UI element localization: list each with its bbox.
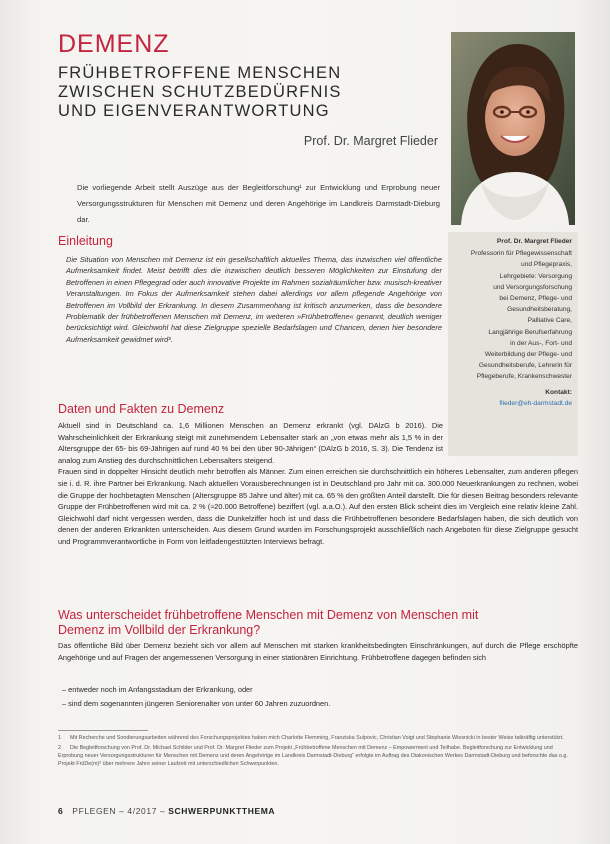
list-item: – entweder noch im Anfangsstadium der Erkrankung, oder	[62, 683, 562, 697]
bio-line: Weiterbildung der Pflege- und	[484, 351, 572, 359]
bio-contact-label: Kontakt:	[545, 388, 572, 396]
section-text-unterschied: Das öffentliche Bild über Demenz bezieht sich vor allem auf Menschen mit starken krankheitsbedingten Einschränkungen, auf durch die Pflege erschöpfte Angehörige und auf Fragen der angemessenen Versorgung in einer stationären Einrichtung. Frühbetroffene dagegen befinden sich	[58, 641, 578, 662]
footnote-number: 2	[58, 745, 61, 751]
article-headline	[58, 64, 443, 121]
bio-line: und Pflegepraxis,	[521, 261, 572, 269]
unterschied-list	[62, 683, 562, 711]
footnote-divider	[58, 730, 148, 731]
bio-line: Pflegeberufe, Krankenschwester	[476, 373, 572, 381]
bio-line: Palliative Care,	[527, 317, 572, 325]
bio-line: Gesundheitsberatung,	[507, 306, 572, 314]
list-item: – sind dem sogenannten jüngeren Seniorenalter von unter 60 Jahren zuzuordnen.	[62, 697, 562, 711]
bio-line: und Versorgungsforschung	[493, 283, 572, 291]
daten-text-wide: Frauen sind in doppelter Hinsicht deutlich mehr betroffen als Männer. Zum einen erreichen sie durchschnittlich ein höheres Lebensalter, zum anderen pflegen sie i. d. R. ihre Partner bei Erkrankung. Nach aktuellen Vorausberechnungen ist in Deutschland pro Jahr mit ca. 300.000 Neuerkrankungen zu rechnen, wobei die Gruppe der hochbetagten Menschen (Altersgruppe 85 Jahre und älter) mit ca. 65 % den größten Anteil darstellt. Die für diesen Beitrag besonders relevante Gruppe der Frühbetroffenen wird mit ca. 2 % (≈20.000 Betroffene) beziffert (vgl. a.a.O.). Auf den ersten Blick scheint dies im Vergleich eine relativ kleine Zahl. Gleichwohl darf nicht vergessen werden, dass die Dunkelziffer hoch ist und dass die Frühbetroffenen besondere Bedarfslagen haben, die sich deutlich von denen der anderen Erkrankten unterscheiden. Aus diesem Grund wurden im Forschungsprojekt ausschließlich nach Angeboten für diese Zielgruppe gesucht und Programmverantwortliche in Form von leitfadengestützten Interviews befragt.	[58, 467, 578, 546]
footnote-number: 1	[58, 735, 61, 741]
section-title-unterschied: Was unterscheidet frühbetroffene Menschen mit Demenz von Menschen mit Demenz im Vollbild der Erkrankung?	[58, 608, 479, 637]
bio-line: bei Demenz, Pflege- und	[499, 295, 572, 303]
footnote-text: Die Begleitforschung von Prof. Dr. Michael Schilder und Prof. Dr. Margret Flieder zum Projekt „Frühbetroffene Menschen mit Demenz – Empowerment und Teilhabe. Begleitforschung zur Entwicklung und Erprobung neuer Versorgungsstrukturen für Menschen mit Demenz und deren Angehörige im Landkreis Darmstadt-Dieburg“ erfolgte im Auftrag des Diakonischen Werkes Darmstadt-Dieburg und beforschte das o.g. Projekt FrüDe(m)² über mehrere Jahre seiner Laufzeit mit unterschiedlichen Schwerpunkten.	[58, 745, 568, 767]
bio-email-link[interactable]: flieder@eh-darmstadt.de	[499, 399, 572, 407]
page-footer	[58, 806, 275, 816]
headline-line: FRÜHBETROFFENE MENSCHEN	[58, 64, 342, 82]
section-title-einleitung: Einleitung	[58, 234, 113, 248]
headline-line: ZWISCHEN SCHUTZBEDÜRFNIS	[58, 83, 342, 101]
article-author: Prof. Dr. Margret Flieder	[303, 134, 438, 148]
footnote	[58, 734, 578, 742]
article-kicker: DEMENZ	[58, 30, 170, 58]
bio-line: in der Aus-, Fort- und	[510, 339, 572, 347]
author-portrait	[451, 32, 575, 225]
footer-issue: PFLEGEN – 4/2017 –	[72, 806, 166, 816]
footnotes	[58, 734, 578, 770]
section-text-daten	[58, 420, 578, 548]
section-title-daten: Daten und Fakten zu Demenz	[58, 402, 225, 416]
footer-section: SCHWERPUNKTTHEMA	[168, 806, 276, 816]
section-text-einleitung: Die Situation von Menschen mit Demenz ist ein gesellschaftlich aktuelles Thema, das inzwischen viel öffentliche Aufmerksamkeit findet. Meist betrifft dies die inzwischen deutlich besseren Möglichkeiten zur Einstufung der Betroffenen in einen Pflegegrad oder auch innovative Projekte im Rahmen sozialräumlicher bzw. musisch-kreativer Veranstaltungen. Im Fokus der Aufmerksamkeit stehen dabei allerdings vor allem pflegende Angehörige von Betroffenen im Vollbild der Erkrankung. In diesem Zusammenhang ist kritisch anzumerken, dass die besondere Problematik der frühbetroffenen Menschen mit Demenz, im weiteren »Frühbetroffene« genannt, deutlich weniger berücksichtigt wird. Gleichwohl hat diese Zielgruppe spezielle Bedarfslagen und Chancen, denen hier besondere Aufmerksamkeit gewidmet wird².	[66, 255, 442, 344]
footnote	[58, 744, 578, 768]
bio-line: Gesundheitsberufe, Lehrerin für	[478, 362, 572, 370]
footnote-text: Mit Recherche und Sondierungsarbeiten während des Forschungsprojektes haben mich Charlotte Flemming, Franziska Sulpovic, Christian Voigt und Stephanie Wiesnicki in bester Weise tatkräftig unterstützt.	[70, 735, 564, 741]
headline-line: UND EIGENVERANTWORTUNG	[58, 102, 330, 120]
article-intro: Die vorliegende Arbeit stellt Auszüge aus der Begleitforschung¹ zur Entwicklung und Erprobung neuer Versorgungsstrukturen für Menschen mit Demenz und deren Angehörige im Landkreis Darmstadt-Dieburg dar.	[77, 183, 440, 224]
bio-line: Langjährige Berufserfahrung	[488, 328, 572, 336]
portrait-illustration	[451, 32, 575, 225]
bio-line: Professorin für Pflegewissenschaft	[470, 250, 572, 258]
daten-text-narrow: Aktuell sind in Deutschland ca. 1,6 Millionen Menschen an Demenz erkrankt (vgl. DAlzG b 2016). Die Wahrscheinlichkeit der Erkrankung steigt mit zunehmendem Lebensalter stark an „von etwas mehr als 1,5 % in der Altersgruppe der 65- bis 69-Jährigen auf rund 40 % bei den über 90-Jährigen“ (DAlzG b 2016, S. 3). Die Tendenz ist analog zum Anstieg des durchschnittlichen Lebensalters steigend.	[58, 421, 443, 465]
page-number: 6	[58, 806, 64, 816]
bio-name: Prof. Dr. Margret Flieder	[496, 238, 572, 245]
bio-line: Lehrgebiete: Versorgung	[499, 272, 572, 280]
